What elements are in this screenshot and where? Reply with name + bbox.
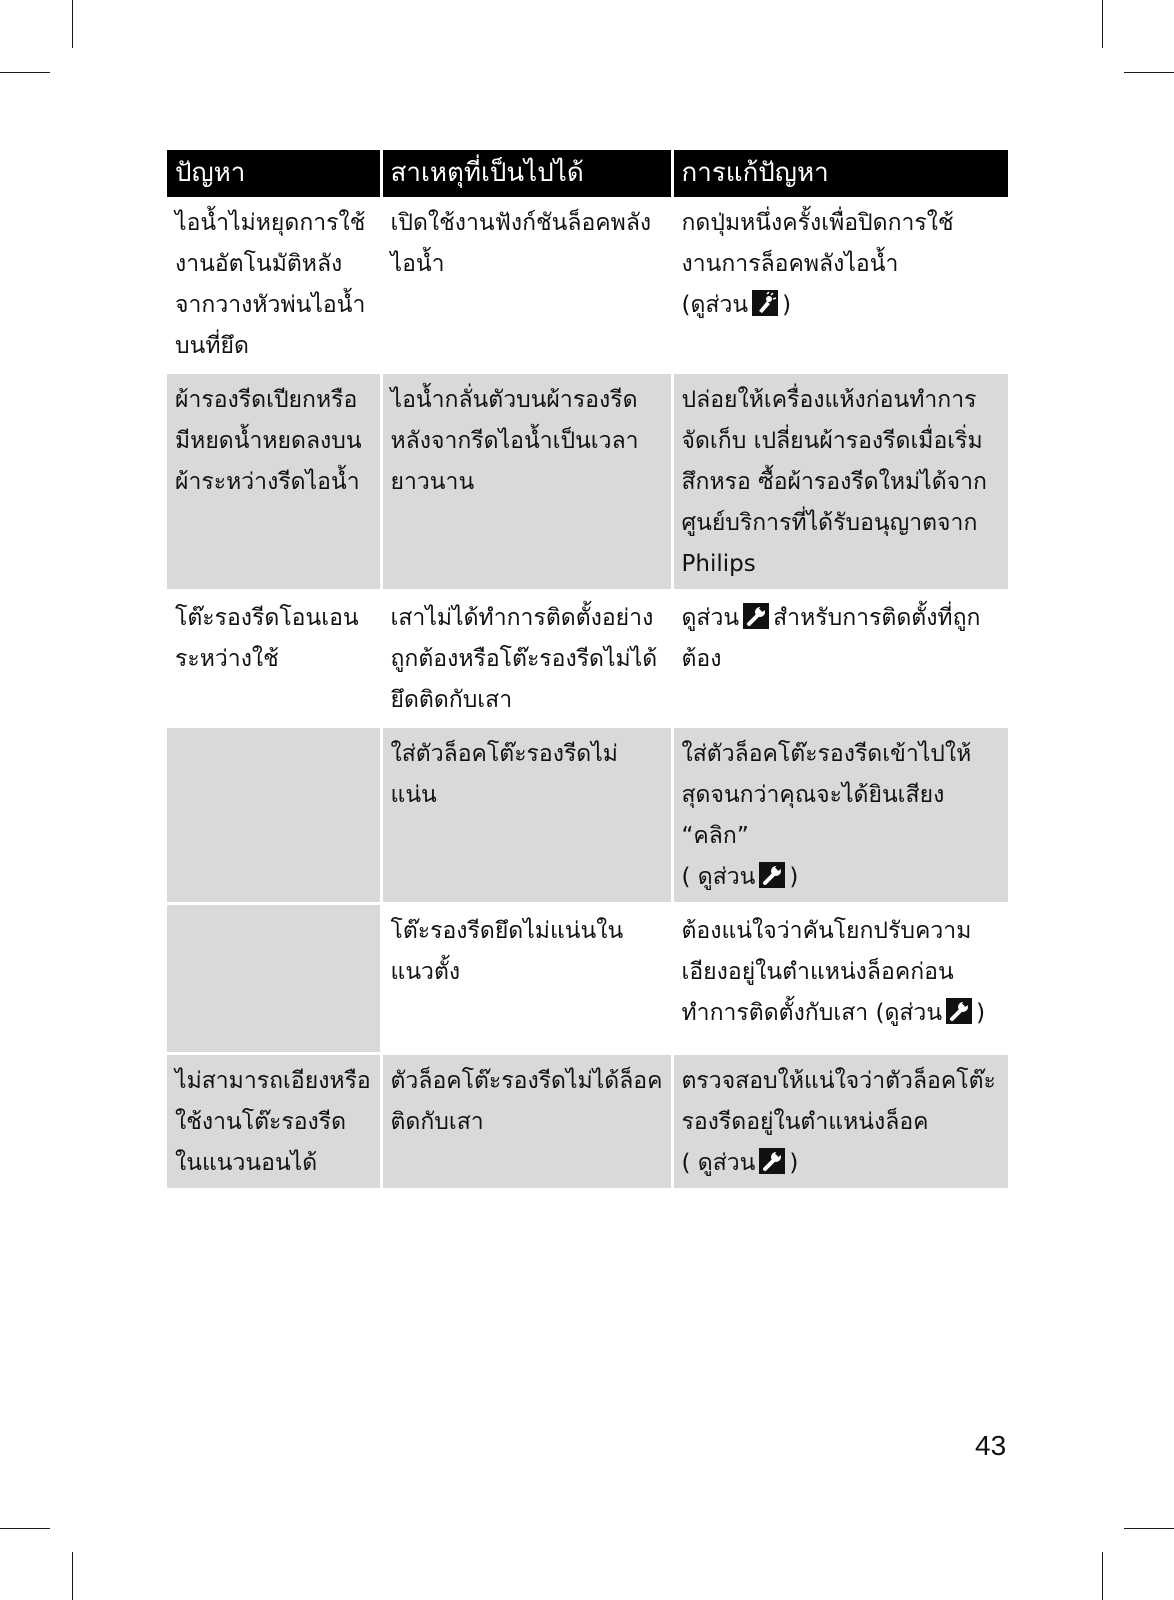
problem-cell [167,904,381,1054]
solution-text: ตรวจสอบให้แน่ใจว่าตัวล็อคโต๊ะรองรีดอยู่ในตำแหน่งล็อค [681,1068,996,1135]
wrench-icon [759,1148,785,1174]
see-section-close: ) [789,1150,799,1176]
table-row [167,591,1008,727]
crop-mark [0,1528,50,1529]
cause-cell: ใส่ตัวล็อคโต๊ะรองรีดไม่แน่น [381,727,672,904]
troubleshooting-table [167,150,1008,1191]
see-section-label: (ดูส่วน [681,292,749,318]
header-cause: สาเหตุที่เป็นไปได้ [381,150,672,197]
cause-cell: ตัวล็อคโต๊ะรองรีดไม่ได้ล็อคติดกับเสา [381,1054,672,1190]
crop-mark [72,0,73,48]
problem-cell: ไอน้ำไม่หยุดการใช้งานอัตโนมัติหลังจากวางหัวพ่นไอน้ำบนที่ยึด [167,197,381,373]
crop-mark [1124,72,1174,73]
table-row [167,904,1008,1054]
cause-cell: ไอน้ำกลั่นตัวบนผ้ารองรีดหลังจากรีดไอน้ำเป็นเวลายาวนาน [381,373,672,591]
wrench-icon [759,862,785,888]
solution-text: ต้องแน่ใจว่าคันโยกปรับความเอียงอยู่ในตำแหน่งล็อคก่อนทำการติดตั้งกับเสา [681,918,972,1026]
crop-mark [1124,1528,1174,1529]
solution-text: สำหรับการติดตั้งที่ถูกต้อง [681,605,981,672]
table-row [167,1054,1008,1190]
wrench-icon [743,603,769,629]
see-section-label: ( ดูส่วน [681,864,756,890]
see-section-label: ดูส่วน [681,605,740,631]
solution-cell [672,197,1008,373]
problem-cell [167,727,381,904]
see-section-label: (ดูส่วน [875,1000,943,1026]
problem-cell: โต๊ะรองรีดโอนเอนระหว่างใช้ [167,591,381,727]
cause-cell: โต๊ะรองรีดยึดไม่แน่นในแนวตั้ง [381,904,672,1054]
problem-cell: ผ้ารองรีดเปียกหรือมีหยดน้ำหยดลงบนผ้าระหว่างรีดไอน้ำ [167,373,381,591]
crop-mark [0,72,50,73]
cause-cell: เสาไม่ได้ทำการติดตั้งอย่างถูกต้องหรือโต๊ะรองรีดไม่ได้ยึดติดกับเสา [381,591,672,727]
table-header-row [167,150,1008,197]
crop-mark [1102,1552,1103,1600]
see-section-label: ( ดูส่วน [681,1150,756,1176]
crop-mark [1102,0,1103,48]
header-problem: ปัญหา [167,150,381,197]
table-row [167,727,1008,904]
solution-text: กดปุ่มหนึ่งครั้งเพื่อปิดการใช้งานการล็อคพลังไอน้ำ [681,210,954,277]
cause-cell: เปิดใช้งานฟังก์ชันล็อคพลังไอน้ำ [381,197,672,373]
wrench-icon [946,998,972,1024]
header-solution: การแก้ปัญหา [672,150,1008,197]
table-row [167,197,1008,373]
solution-cell [672,904,1008,1054]
solution-cell [672,591,1008,727]
see-section-close: ) [782,292,792,318]
crop-mark [72,1552,73,1600]
solution-cell [672,727,1008,904]
see-section-close: ) [976,1000,986,1026]
solution-text: ใส่ตัวล็อคโต๊ะรองรีดเข้าไปให้สุดจนกว่าคุณจะได้ยินเสียง “คลิก” [681,741,972,849]
table-row [167,373,1008,591]
steam-nozzle-icon [752,290,778,316]
see-section-close: ) [789,864,799,890]
problem-cell: ไม่สามารถเอียงหรือใช้งานโต๊ะรองรีดในแนวนอนได้ [167,1054,381,1190]
solution-cell: ปล่อยให้เครื่องแห้งก่อนทำการจัดเก็บ เปลี่ยนผ้ารองรีดเมื่อเริ่มสึกหรอ ซื้อผ้ารองรีดใหม่ได้จากศูนย์บริการที่ได้รับอนุญาตจาก Philips [672,373,1008,591]
solution-cell [672,1054,1008,1190]
page-number: 43 [975,1430,1007,1461]
